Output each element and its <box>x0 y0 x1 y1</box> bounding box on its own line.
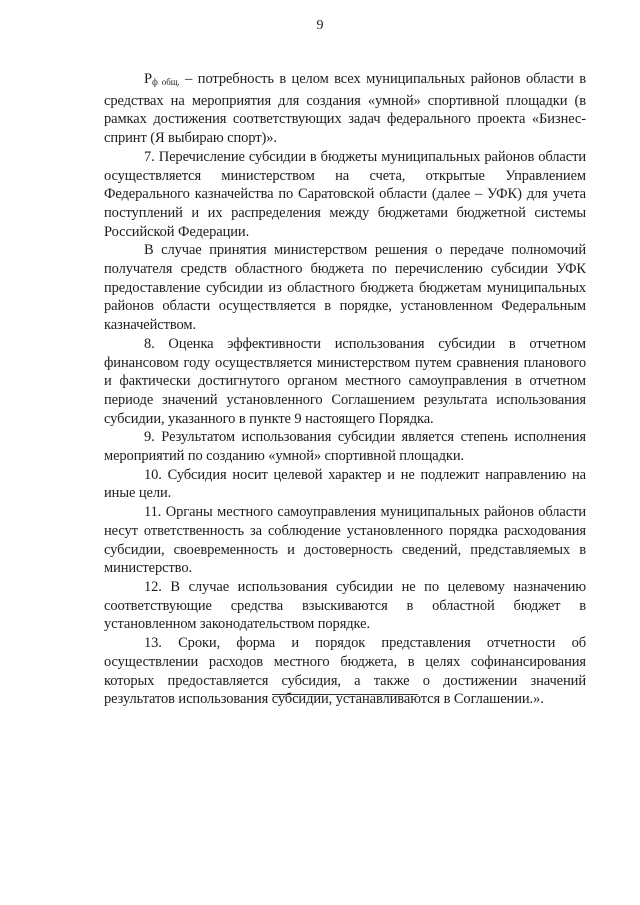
closing-divider-line <box>272 694 418 695</box>
paragraph-10: 10. Субсидия носит целевой характер и не подлежит направлению на иные цели. <box>104 466 586 502</box>
paragraph-7-continued: В случае принятия министерством решения о передаче полномочий получателя средств областного бюджета по перечислению субсидии УФК предоставление субсидии из областного бюджета бюджетам муниципальных районов области осуществляется в порядке, установленном Федеральным казначейством. <box>104 242 586 334</box>
paragraph-11: 11. Органы местного самоуправления муниципальных районов области несут ответственность за соблюдение установленного порядка расходования субсидии, своевременность и достоверность сведений, представляемых в министерство. <box>104 504 586 577</box>
page-number: 9 <box>316 18 324 33</box>
paragraph-8: 8. Оценка эффективности использования субсидии в отчетном финансовом году осуществляется министерством путем сравнения планового и фактически достигнутого органом местного самоуправления в отчетном периоде значений установленного Соглашением результата использования субсидии, указанного в пункте 9 настоящего Порядка. <box>104 335 586 427</box>
paragraph-9: 9. Результатом использования субсидии является степень исполнения мероприятий по созданию «умной» спортивной площадки. <box>104 429 586 465</box>
formula-symbol: $P_{ф общ.}$ <box>144 71 180 87</box>
document-body <box>104 70 586 709</box>
paragraph-12: 12. В случае использования субсидии не по целевому назначению соответствующие средства взыскиваются в областной бюджет в установленном законодательством порядке. <box>104 578 586 633</box>
formula-description: – потребность в целом всех муниципальных районов области в средствах на мероприятия для создания «умной» спортивной площадки (в рамках достижения соответствующих задач федерального проекта «Бизнес-спринт (Я выбираю спорт)». <box>104 71 586 147</box>
paragraph-13: 13. Сроки, форма и порядок представления отчетности об осуществлении расходов местного бюджета, в целях софинансирования которых предоставляется субсидия, а также о достижении значений результатов использования субсидии, устанавливаются в Соглашении.». <box>104 635 586 708</box>
paragraph-7: 7. Перечисление субсидии в бюджеты муниципальных районов области осуществляется министерством на счета, открытые Управлением Федерального казначейства по Саратовской области (далее – УФК) для учета поступлений и их распределения между бюджетами бюджетной системы Российской Федерации. <box>104 148 586 240</box>
formula-subscript: ф общ. <box>151 77 180 87</box>
formula-paragraph <box>104 70 586 148</box>
